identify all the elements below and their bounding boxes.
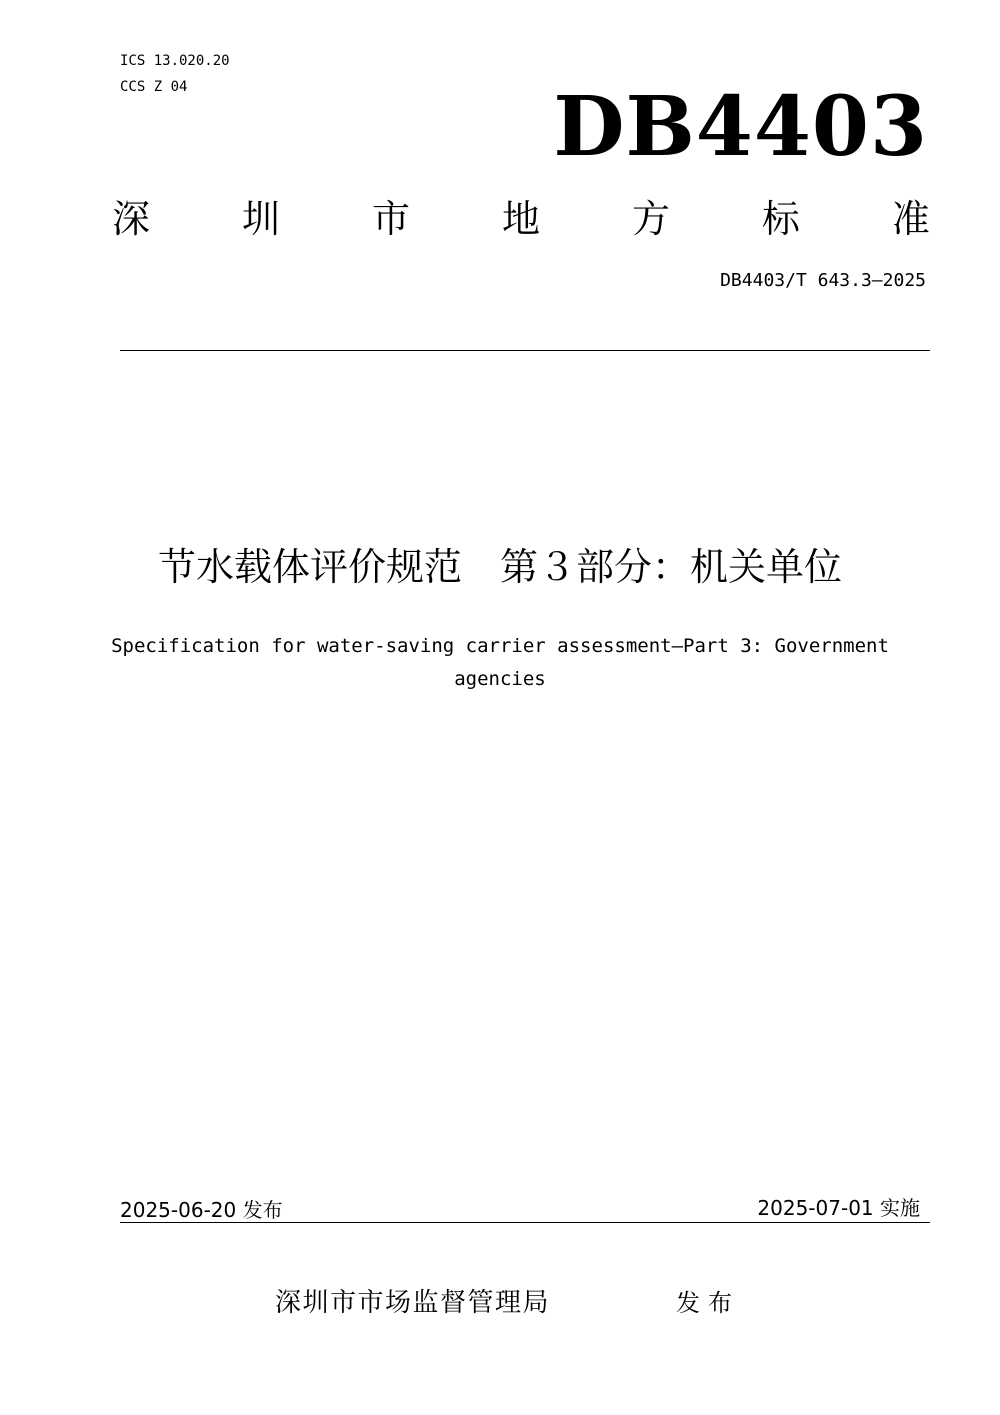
implementation-date: 2025-07-01 实施 (757, 1196, 920, 1220)
standard-type-char: 深 (112, 197, 151, 241)
ccs-code: CCS Z 04 (120, 79, 188, 95)
standard-type-heading (112, 193, 930, 245)
standard-code-mark: DB4403 (553, 79, 928, 175)
issue-date: 2025-06-20 发布 (120, 1198, 283, 1222)
ics-code: ICS 13.020.20 (120, 53, 230, 69)
standard-number: DB4403/T 643.3—2025 (720, 270, 926, 291)
title-chinese: 节水载体评价规范 第３部分：机关单位 (157, 545, 842, 589)
standard-type-char: 地 (501, 197, 540, 241)
title-english: Specification for water-saving carrier assessment—Part 3: Government agencies (111, 635, 889, 690)
footer-divider (120, 1222, 930, 1223)
standard-type-char: 方 (631, 197, 670, 241)
standard-type-char: 准 (891, 197, 930, 241)
publisher-name: 深圳市市场监督管理局 (275, 1288, 551, 1318)
header-divider (120, 350, 930, 351)
standard-type-char: 圳 (241, 197, 280, 241)
standard-type-char: 市 (371, 197, 410, 241)
standard-type-char: 标 (761, 197, 800, 241)
publish-label: 发布 (676, 1289, 740, 1317)
